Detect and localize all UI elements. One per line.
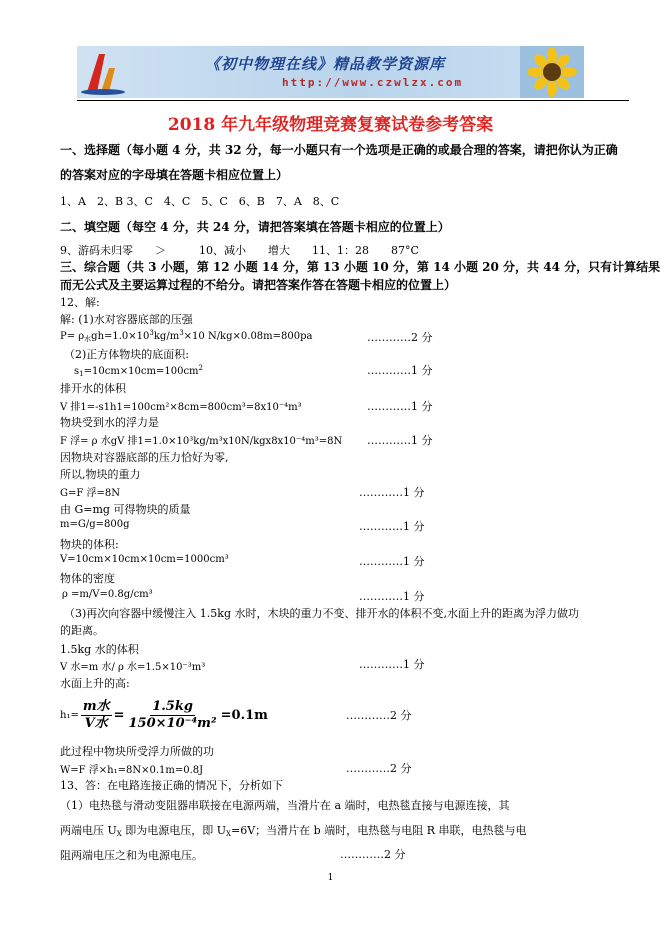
q12-formula-area: $s_1=10cm\times 10cm=100cm^2$ [74, 364, 203, 378]
score-mark: …………1 分 [359, 658, 425, 671]
q12-formula-pressure: $P= \rho_水gh=1.0\times 10^3kg/m^3\times 10$ N/kg×0.08m=800pa [60, 329, 313, 343]
score-mark: …………1 分 [367, 364, 433, 377]
q12-formula-water-volume: V 水=m 水/ ρ 水=1.5×10⁻³m³ [60, 662, 206, 673]
section1-heading-line2: 的答案对应的字母填在答题卡相应位置上） [60, 168, 289, 182]
q12-line: 排开水的体积 [60, 382, 126, 395]
q12-formula-density: ρ =m/V=0.8g/cm³ [62, 589, 153, 600]
score-mark: …………1 分 [359, 590, 425, 603]
q12-formula-gravity: G=F 浮=8N [60, 488, 120, 499]
banner-url[interactable]: http://www.czwlzx.com [282, 76, 464, 89]
q13-line: 13、答：在电路连接正确的情况下，分析如下 [60, 779, 283, 792]
header-divider [77, 100, 629, 101]
q13-line: 两端电压 $U_X$ 即为电源电压，即 $U_X=6V$；当滑片在 b 端时，电热毯与电阻 R 串联，电热毯与电 [60, 824, 527, 838]
q12-line: 由 G=mg 可得物块的质量 [60, 503, 191, 516]
q12-formula-mass: m=G/g=800g [60, 519, 130, 530]
q12-line: 物块受到水的浮力是 [60, 416, 159, 429]
q12-line: 所以,物块的重力 [60, 468, 141, 481]
q12-line: 物体的密度 [60, 572, 115, 585]
score-mark: …………2 分 [346, 709, 412, 722]
q12-formula-buoyancy: F 浮= ρ 水gV 排1=1.0×10³kg/m³x10N/kgx8x10⁻⁴m³=8N [60, 436, 343, 447]
q12-line: 解: (1)水对容器底部的压强 [60, 313, 193, 326]
q13-line: （1）电热毯与滑动变阻器串联接在电源两端，当滑片在 a 端时，电热毯直接与电源连接，其 [60, 799, 510, 812]
score-mark: …………2 分 [340, 848, 406, 861]
score-mark: …………2 分 [367, 331, 433, 344]
score-mark: …………1 分 [359, 520, 425, 533]
q12-line: 的距离。 [60, 624, 104, 637]
q12-line: 因物块对容器底部的压力恰好为零, [60, 451, 229, 464]
q12-formula-work: W=F 浮×h₁=8N×0.1m=0.8J [60, 765, 204, 776]
site-logo-icon [79, 48, 127, 96]
q12-line: 1.5kg 水的体积 [60, 643, 139, 656]
score-mark: …………1 分 [367, 400, 433, 413]
q13-line: 阻两端电压之和为电源电压。 [60, 849, 203, 862]
score-mark: …………2 分 [346, 762, 412, 775]
q12-line: （3)再次向容器中缓慢注入 1.5kg 水时，木块的重力不变、排开水的体积不变,水面上升的距离为浮力做功 [64, 607, 579, 620]
score-mark: …………1 分 [359, 555, 425, 568]
q12-line: 物块的体积: [60, 538, 119, 551]
score-mark: …………1 分 [359, 486, 425, 499]
section2-answers: 9、游码未归零 ＞ 10、减小 增大 11、1：28 87°C [60, 244, 419, 257]
section3-heading-line1: 三、综合题（共 3 小题，第 12 小题 14 分，第 13 小题 10 分，第 14 小题 20 分，共 44 分，只有计算结果 [60, 260, 661, 274]
q12-formula-block-volume: V=10cm×10cm×10cm=1000cm³ [60, 554, 229, 565]
sunflower-image [520, 46, 584, 98]
q12-formula-height: h₁= m水 V水 = $\frac{1.5kg}{\text{150×10⁻⁴m²}}$ =0.1m [60, 699, 268, 731]
section2-heading: 二、填空题（每空 4 分，共 24 分，请把答案填在答题卡相应的位置上） [60, 220, 450, 234]
header-banner [77, 46, 584, 98]
q12-line: （2)正方体物块的底面积: [64, 348, 189, 361]
score-mark: …………1 分 [367, 434, 433, 447]
q12-line: 此过程中物块所受浮力所做的功 [60, 745, 214, 758]
section3-heading-line2: 而无公式及主要运算过程的不给分。请把答案作答在答题卡相应的位置上） [60, 278, 457, 292]
section1-answers: 1、A 2、B 3、C 4、C 5、C 6、B 7、A 8、C [60, 195, 340, 208]
q12-formula-volume: V 排1=-s1h1=100cm²×8cm=800cm³=8x10⁻⁴m³ [60, 402, 302, 413]
banner-title: 《初中物理在线》精品教学资源库 [205, 55, 446, 73]
section1-heading-line1: 一、选择题（每小题 4 分，共 32 分，每一小题只有一个选项是正确的或最合理的答案，请把你认为正确 [60, 143, 618, 157]
q12-line: 水面上升的高: [60, 677, 130, 690]
q12-label: 12、解: [60, 296, 100, 309]
page-number: 1 [327, 873, 334, 883]
document-title: 2018 年九年级物理竞赛复赛试卷参考答案 [167, 115, 494, 135]
